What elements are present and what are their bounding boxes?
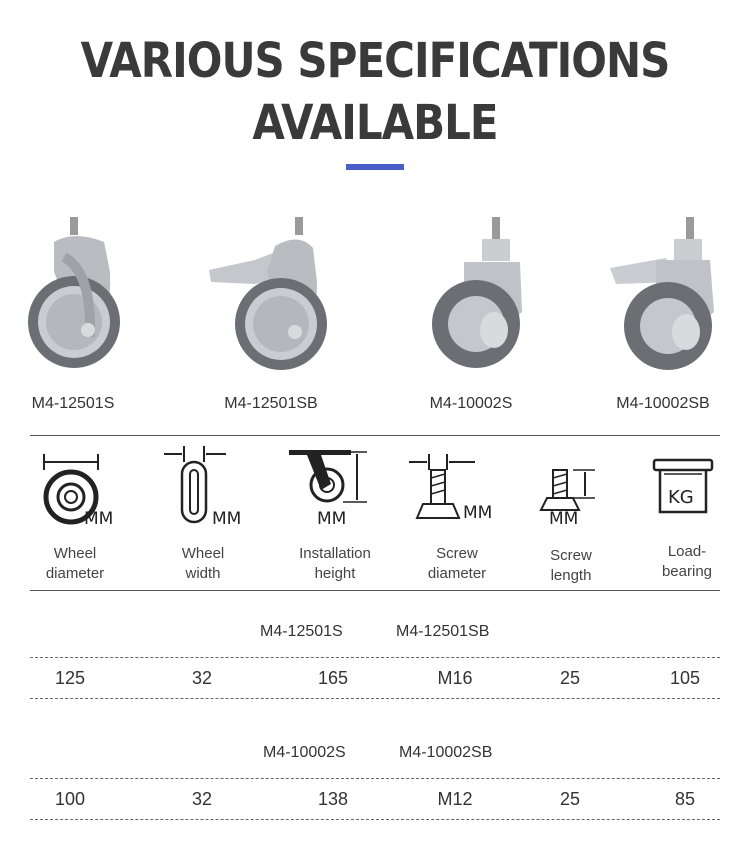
page-title-line-2: AVAILABLE	[252, 94, 498, 151]
table-cell: 32	[191, 668, 213, 688]
spec-label-screw-diameter: Screw diameter	[427, 545, 487, 582]
kg-label: KG	[668, 487, 694, 508]
screw-length-icon	[535, 440, 605, 530]
spec-label-load-bearing: Load- bearing	[661, 543, 713, 580]
table-model-label: M4-10002S	[263, 744, 346, 761]
table-model-label: M4-12501S	[260, 623, 343, 640]
page-title-line-1: VARIOUS SPECIFICATIONS	[80, 32, 670, 89]
table-cell: 100	[54, 789, 86, 809]
table-cell: 25	[559, 789, 581, 809]
wheel-width-icon	[160, 440, 260, 530]
table-cell: M16	[437, 668, 473, 688]
table-cell: M12	[437, 789, 473, 809]
table-divider	[30, 657, 720, 658]
table-divider	[30, 778, 720, 779]
unit-label: MM	[317, 509, 347, 529]
spec-label-screw-length: Screw length	[550, 547, 592, 584]
table-model-label: M4-10002SB	[399, 744, 493, 761]
load-bearing-icon	[650, 440, 720, 520]
spec-label-wheel-width: Wheel width	[181, 545, 225, 582]
spec-label-installation-height: Installation height	[299, 545, 371, 582]
screw-diameter-icon	[405, 440, 510, 530]
table-cell: 85	[674, 789, 696, 809]
table-cell: 165	[317, 668, 349, 688]
installation-height-icon	[285, 440, 375, 530]
wheel-diameter-icon	[40, 440, 125, 530]
unit-label: MM	[84, 509, 114, 529]
unit-label: MM	[212, 509, 242, 529]
spec-label-wheel-diameter: Wheel diameter	[45, 545, 105, 582]
caster-image-m4-10002s	[420, 212, 550, 377]
product-model-label: M4-10002SB	[616, 395, 710, 412]
product-model-label: M4-12501S	[31, 395, 115, 412]
unit-label: MM	[549, 509, 579, 529]
table-cell: 32	[191, 789, 213, 809]
caster-image-m4-12501s	[12, 212, 142, 377]
product-model-label: M4-12501SB	[224, 395, 318, 412]
caster-image-m4-10002sb	[606, 212, 736, 377]
table-model-label: M4-12501SB	[396, 623, 490, 640]
product-model-label: M4-10002S	[429, 395, 513, 412]
title-accent-bar	[346, 164, 404, 170]
table-cell: 125	[54, 668, 86, 688]
table-divider	[30, 698, 720, 699]
table-cell: 25	[559, 668, 581, 688]
table-cell: 105	[669, 668, 701, 688]
divider-bottom	[30, 590, 720, 591]
divider-top	[30, 435, 720, 436]
caster-image-m4-12501sb	[205, 212, 335, 377]
table-divider	[30, 819, 720, 820]
table-cell: 138	[317, 789, 349, 809]
unit-label: MM	[463, 503, 493, 523]
